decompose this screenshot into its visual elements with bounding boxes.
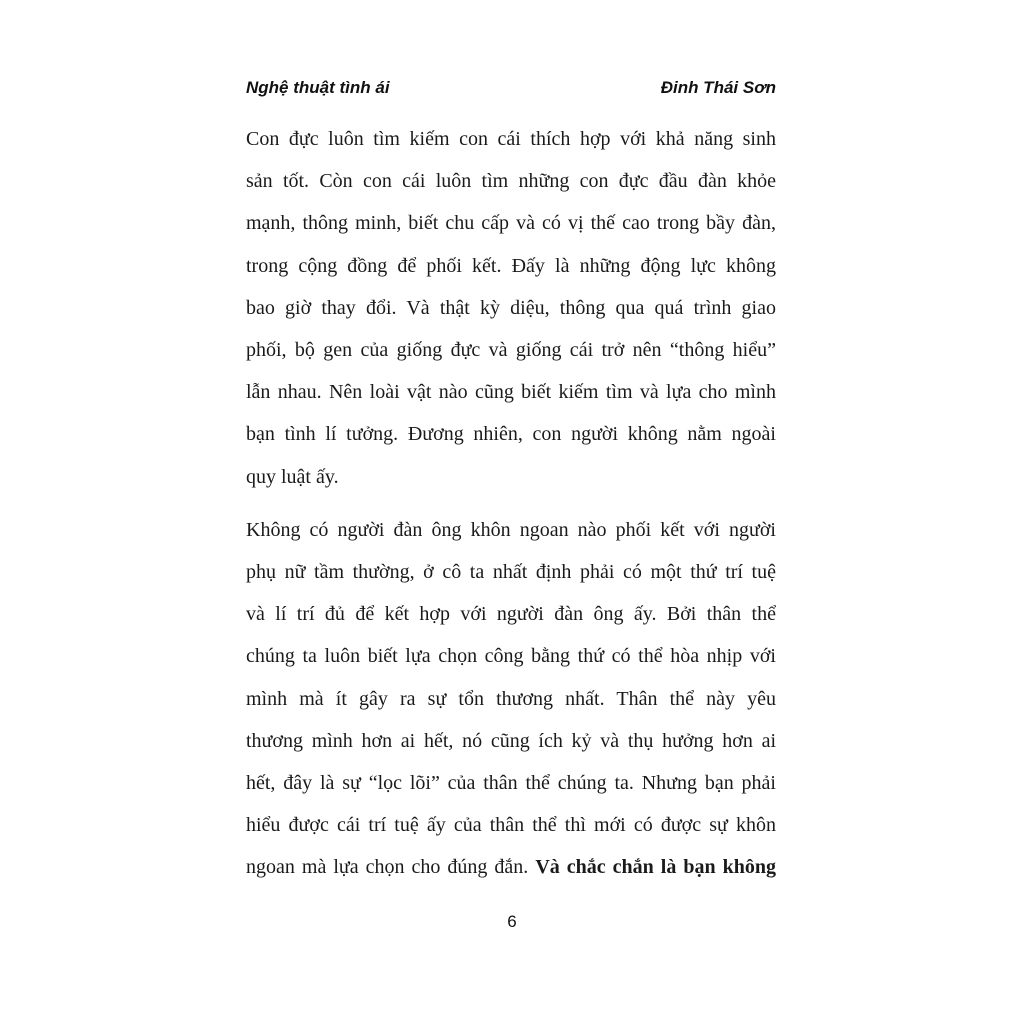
text-line: Không có người đàn ông khôn ngoan nào phối kết với người [246, 518, 776, 541]
page-body [246, 118, 776, 889]
page-number: 6 [507, 912, 517, 931]
text-line: thương mình hơn ai hết, nó cũng ích kỷ và thụ hưởng hơn ai [246, 729, 776, 752]
text-line: phối, bộ gen của giống đực và giống cái trở nên “thông hiểu” [246, 339, 776, 362]
final-line-bold: Và chắc chắn là bạn không [535, 856, 776, 879]
paragraph-2 [246, 509, 776, 889]
author-name: Đinh Thái Sơn [660, 78, 776, 97]
text-line: và lí trí đủ để kết hợp với người đàn ông ấy. Bởi thân thể [246, 603, 776, 626]
text-line: lẫn nhau. Nên loài vật nào cũng biết kiếm tìm và lựa cho mình [246, 381, 776, 404]
text-line: sản tốt. Còn con cái luôn tìm những con đực đầu đàn khỏe [246, 170, 776, 193]
text-line: chúng ta luôn biết lựa chọn công bằng thứ có thể hòa nhịp với [246, 645, 776, 668]
book-title: Nghệ thuật tình ái [246, 78, 390, 97]
text-line: quy luật ấy. [246, 465, 339, 488]
paragraph-1 [246, 118, 776, 498]
text-line: hiểu được cái trí tuệ ấy của thân thể thì mới có được sự khôn [246, 814, 776, 837]
text-line: hết, đây là sự “lọc lõi” của thân thể chúng ta. Nhưng bạn phải [246, 772, 776, 795]
text-line: phụ nữ tầm thường, ở cô ta nhất định phải có một thứ trí tuệ [246, 561, 776, 584]
text-line: mạnh, thông minh, biết chu cấp và có vị thế cao trong bầy đàn, [246, 212, 776, 235]
running-header [246, 76, 776, 100]
text-line: trong cộng đồng để phối kết. Đấy là những động lực không [246, 254, 776, 277]
final-line-regular: ngoan mà lựa chọn cho đúng đắn. [246, 856, 529, 879]
text-line: bao giờ thay đổi. Và thật kỳ diệu, thông qua quá trình giao [246, 296, 776, 319]
text-line: mình mà ít gây ra sự tổn thương nhất. Thân thể này yêu [246, 687, 776, 710]
text-line: Con đực luôn tìm kiếm con cái thích hợp với khả năng sinh [246, 128, 776, 150]
text-line-final [246, 846, 776, 888]
text-line: bạn tình lí tưởng. Đương nhiên, con người không nằm ngoài [246, 423, 776, 446]
